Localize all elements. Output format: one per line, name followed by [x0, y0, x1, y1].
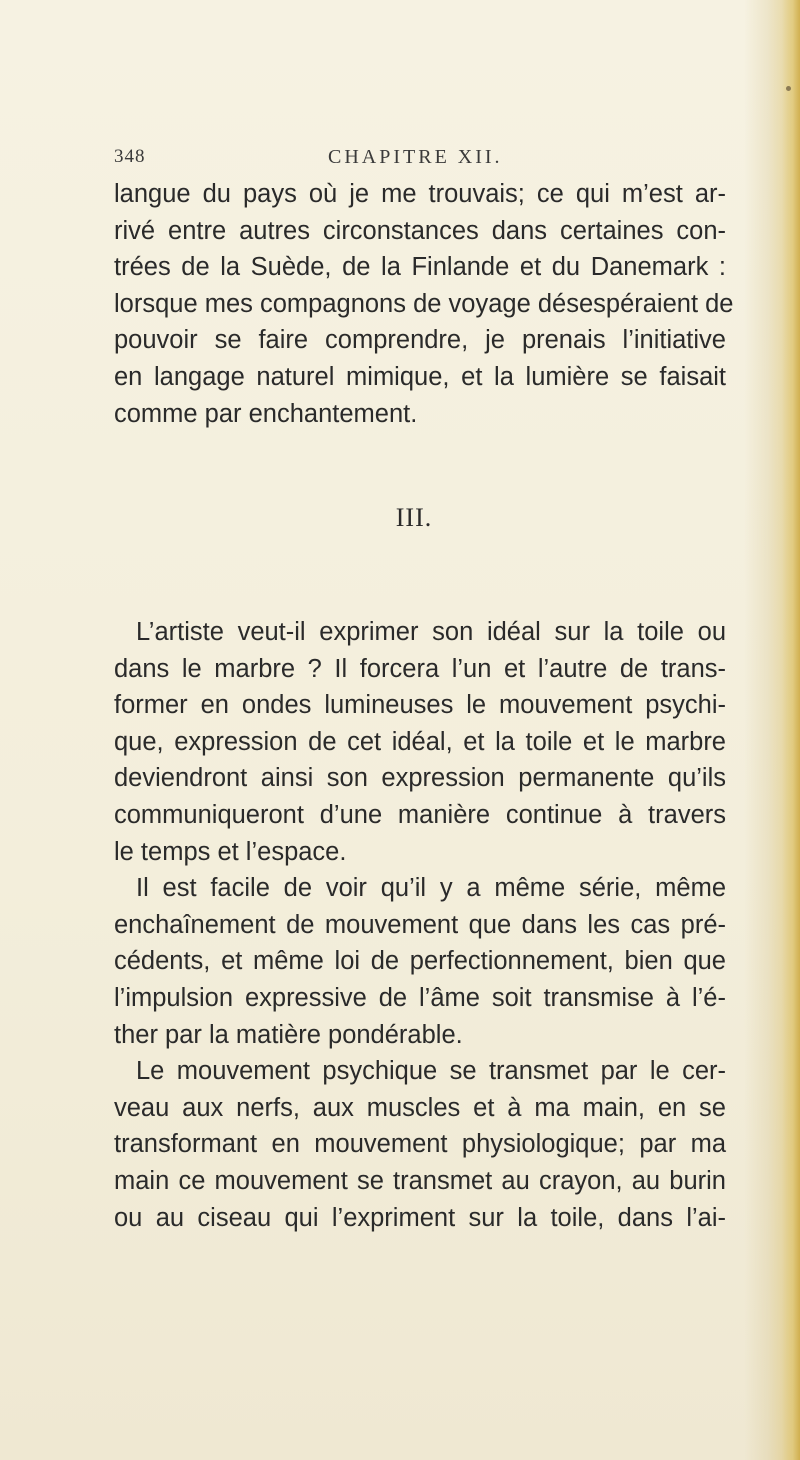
text-line: pouvoir se faire comprendre, je prenais l’initiative	[114, 326, 726, 355]
text-line: Le mouvement psychique se transmet par le cer-	[136, 1057, 726, 1086]
running-head	[114, 146, 714, 176]
text-line: veau aux nerfs, aux muscles et à ma main, en se	[114, 1093, 726, 1122]
text-line: former en ondes lumineuses le mouvement psychi-	[114, 691, 726, 720]
text-line: le temps et l’espace.	[114, 837, 347, 866]
text-line: en langage naturel mimique, et la lumière se faisait	[114, 362, 726, 391]
text-line: dans le marbre ? Il forcera l’un et l’autre de trans-	[114, 654, 726, 683]
section-heading: III.	[395, 503, 433, 532]
text-line: cédents, et même loi de perfectionnement, bien que	[114, 947, 726, 976]
text-line: L’artiste veut-il exprimer son idéal sur la toile ou	[136, 618, 726, 646]
page-edge-shading	[782, 0, 800, 1460]
text-line: ther par la matière pondérable.	[114, 1020, 463, 1049]
paragraph-1	[114, 176, 734, 432]
page-number: 348	[114, 146, 146, 167]
text-line: enchaînement de mouvement que dans les cas pré-	[114, 910, 726, 939]
text-line: transformant en mouvement physiologique; par ma	[114, 1130, 726, 1159]
text-line: communiqueront d’une manière continue à travers	[114, 800, 726, 829]
text-line: comme par enchantement.	[114, 399, 418, 428]
text-line: deviendront ainsi son expression permanente qu’ils	[114, 764, 726, 793]
text-line: trées de la Suède, de la Finlande et du Danemark :	[114, 253, 726, 282]
ink-speck	[786, 86, 791, 91]
text-line: que, expression de cet idéal, et la toile et le marbre	[114, 727, 726, 756]
text-line: rivé entre autres circonstances dans certaines con-	[114, 216, 726, 245]
text-line: l’impulsion expressive de l’âme soit transmise à l’é-	[114, 983, 726, 1012]
text-line: ou au ciseau qui l’expriment sur la toile, dans l’ai-	[114, 1203, 726, 1232]
text-line: langue du pays où je me trouvais; ce qui m’est ar-	[114, 180, 726, 208]
text-line: lorsque mes compagnons de voyage désespéraient de	[114, 289, 734, 318]
paragraph-2	[114, 614, 726, 1236]
chapter-title: CHAPITRE XII.	[328, 146, 503, 168]
text-line: main ce mouvement se transmet au crayon, au burin	[114, 1166, 726, 1195]
text-line: Il est facile de voir qu’il y a même série, même	[136, 874, 726, 903]
